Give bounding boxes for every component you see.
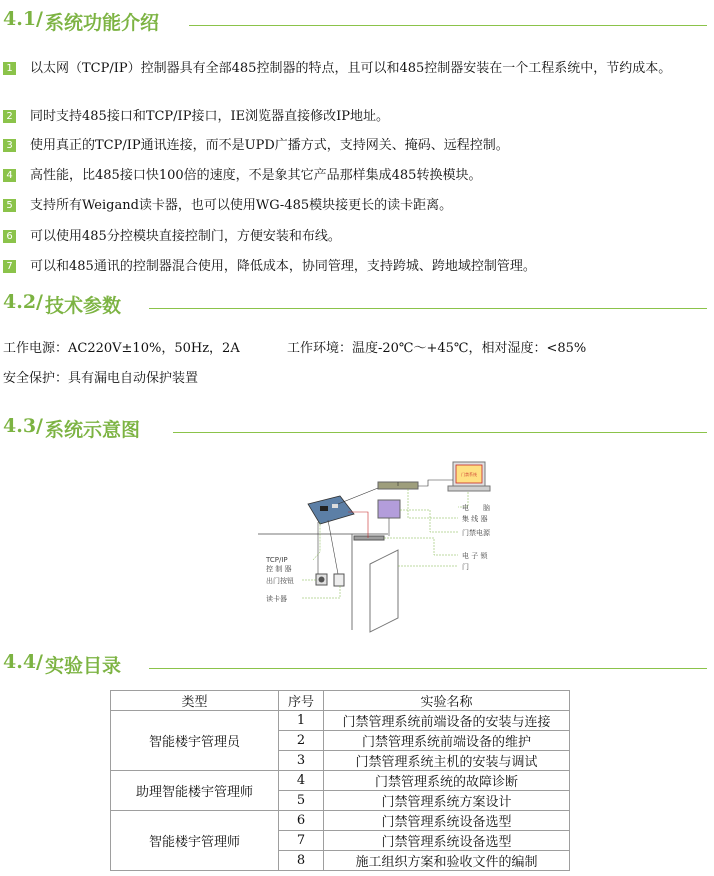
feature-text: 可以和485通讯的控制器混合使用，降低成本，协同管理，支持跨城、跨地域控制管理。 [30,259,536,274]
feature-item-6 [3,228,709,246]
section-number: 4.2/ [3,291,43,313]
card-reader-icon [334,574,344,586]
name-cell: 施工组织方案和验收文件的编制 [324,851,570,871]
diagram-label-reader: 读卡器 [266,595,287,603]
name-cell: 门禁管理系统的故障诊断 [324,771,570,791]
no-cell: 1 [279,711,324,731]
experiment-table [110,690,570,871]
feature-item-2 [3,108,709,126]
section-title: 技术参数 [45,295,122,317]
section-rule [189,25,707,26]
section-heading-4-2 [3,291,707,317]
section-title: 系统功能介绍 [45,12,160,34]
section-number: 4.4/ [3,651,43,673]
no-cell: 3 [279,751,324,771]
section-heading-4-1 [3,8,707,34]
no-cell: 2 [279,731,324,751]
no-cell: 5 [279,791,324,811]
name-cell: 门禁管理系统方案设计 [324,791,570,811]
feature-marker: 3 [3,139,16,152]
feature-item-1 [3,60,709,78]
door-icon [370,550,398,632]
table-row [111,811,570,831]
spec-power: 工作电源：AC220V±10%，50Hz，2A [3,341,240,356]
diagram-label-lock: 电 子 锁 [462,552,488,560]
feature-marker: 6 [3,230,16,243]
section-heading-4-4 [3,651,707,677]
feature-item-4 [3,167,709,185]
no-cell: 6 [279,811,324,831]
section-title: 实验目录 [45,655,122,677]
section-heading-4-3 [3,415,707,441]
feature-marker: 1 [3,62,16,75]
header-name: 实验名称 [324,691,570,711]
type-cell: 智能楼宇管理师 [111,811,279,871]
diagram-label-hub: 集 线 器 [462,515,488,523]
electric-lock-icon [354,536,384,540]
feature-text: 高性能，比485接口快100倍的速度，不是象其它产品那样集成485转换模块。 [30,168,482,183]
feature-marker: 7 [3,260,16,273]
diagram-label-computer: 电 脑 [462,504,490,512]
section-number: 4.1/ [3,8,43,30]
table-row [111,771,570,791]
feature-item-3 [3,137,709,155]
header-no: 序号 [279,691,324,711]
feature-marker: 2 [3,110,16,123]
feature-item-5 [3,197,709,215]
name-cell: 门禁管理系统设备选型 [324,811,570,831]
computer-icon [448,462,490,491]
feature-text: 使用真正的TCP/IP通讯连接，而不是UPD广播方式，支持网关、掩码、远程控制。 [30,138,509,153]
table-row [111,711,570,731]
feature-marker: 5 [3,199,16,212]
header-type: 类型 [111,691,279,711]
section-rule [149,308,707,309]
section-rule [149,668,707,669]
system-diagram [258,452,498,637]
no-cell: 7 [279,831,324,851]
diagram-label-tcpip: TCP/IP [266,556,288,564]
feature-text: 支持所有Weigand读卡器，也可以使用WG-485模块接更长的读卡距离。 [30,198,453,213]
no-cell: 8 [279,851,324,871]
section-title: 系统示意图 [45,419,141,441]
diagram-label-power: 门禁电源 [462,529,490,537]
feature-marker: 4 [3,169,16,182]
diagram-label-exit-button: 出门按钮 [266,577,294,585]
name-cell: 门禁管理系统设备选型 [324,831,570,851]
name-cell: 门禁管理系统主机的安装与调试 [324,751,570,771]
type-cell: 助理智能楼宇管理师 [111,771,279,811]
feature-text: 可以使用485分控模块直接控制门，方便安装和布线。 [30,229,341,244]
table-header-row [111,691,570,711]
feature-item-7 [3,258,709,276]
spec-environment: 工作环境：温度-20℃～+45℃，相对湿度：<85% [287,341,587,356]
feature-text: 以太网（TCP/IP）控制器具有全部485控制器的特点，且可以和485控制器安装在一个工程系统中，节约成本。 [30,61,672,76]
section-number: 4.3/ [3,415,43,437]
feature-text: 同时支持485接口和TCP/IP接口，IE浏览器直接修改IP地址。 [30,109,389,124]
diagram-label-controller: 控 制 器 [266,565,292,573]
section-rule [173,432,707,433]
power-supply-icon [378,500,400,518]
diagram-label-door: 门 [462,563,469,571]
name-cell: 门禁管理系统前端设备的维护 [324,731,570,751]
spec-safety: 安全保护：具有漏电自动保护装置 [3,371,199,386]
type-cell: 智能楼宇管理员 [111,711,279,771]
no-cell: 4 [279,771,324,791]
name-cell: 门禁管理系统前端设备的安装与连接 [324,711,570,731]
screen-text: 门禁系统 [461,472,477,477]
